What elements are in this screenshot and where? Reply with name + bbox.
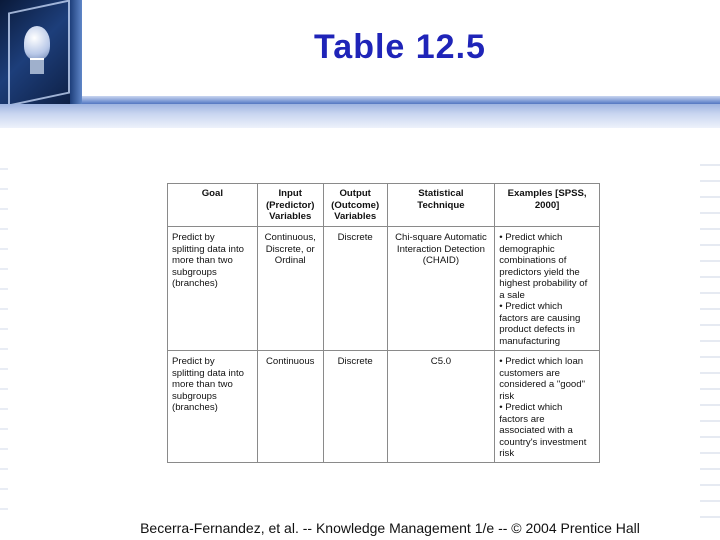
cell-technique: Chi-square Automatic Interaction Detection (CHAID) (387, 227, 495, 351)
header-examples: Examples [SPSS, 2000] (495, 184, 600, 227)
right-decoration (700, 150, 720, 520)
cell-output: Discrete (323, 351, 387, 463)
header-statistical-technique: Statistical Technique (387, 184, 495, 227)
cell-output: Discrete (323, 227, 387, 351)
cell-examples: • Predict which demographic combinations of predictors yield the highest probability of a sale • Predict which factors are causing product defects in manufacturing (495, 227, 600, 351)
lightbulb-logo-icon (0, 0, 82, 104)
cell-examples: • Predict which loan customers are considered a "good" risk • Predict which factors are associated with a country's investment risk (495, 351, 600, 463)
header-goal: Goal (168, 184, 258, 227)
cell-technique: C5.0 (387, 351, 495, 463)
table-row (168, 351, 600, 463)
left-decoration (0, 150, 8, 520)
header-gradient-band (0, 104, 720, 128)
classification-techniques-table (167, 183, 600, 463)
cell-input: Continuous, Discrete, or Ordinal (257, 227, 323, 351)
header-input-variables: Input (Predictor) Variables (257, 184, 323, 227)
header-output-variables: Output (Outcome) Variables (323, 184, 387, 227)
cell-goal: Predict by splitting data into more than two subgroups (branches) (168, 227, 258, 351)
slide-footer: Becerra-Fernandez, et al. -- Knowledge Management 1/e -- © 2004 Prentice Hall (140, 520, 640, 536)
slide-title: Table 12.5 (314, 28, 486, 66)
table-header-row (168, 184, 600, 227)
table-row (168, 227, 600, 351)
cell-goal: Predict by splitting data into more than two subgroups (branches) (168, 351, 258, 463)
cell-input: Continuous (257, 351, 323, 463)
